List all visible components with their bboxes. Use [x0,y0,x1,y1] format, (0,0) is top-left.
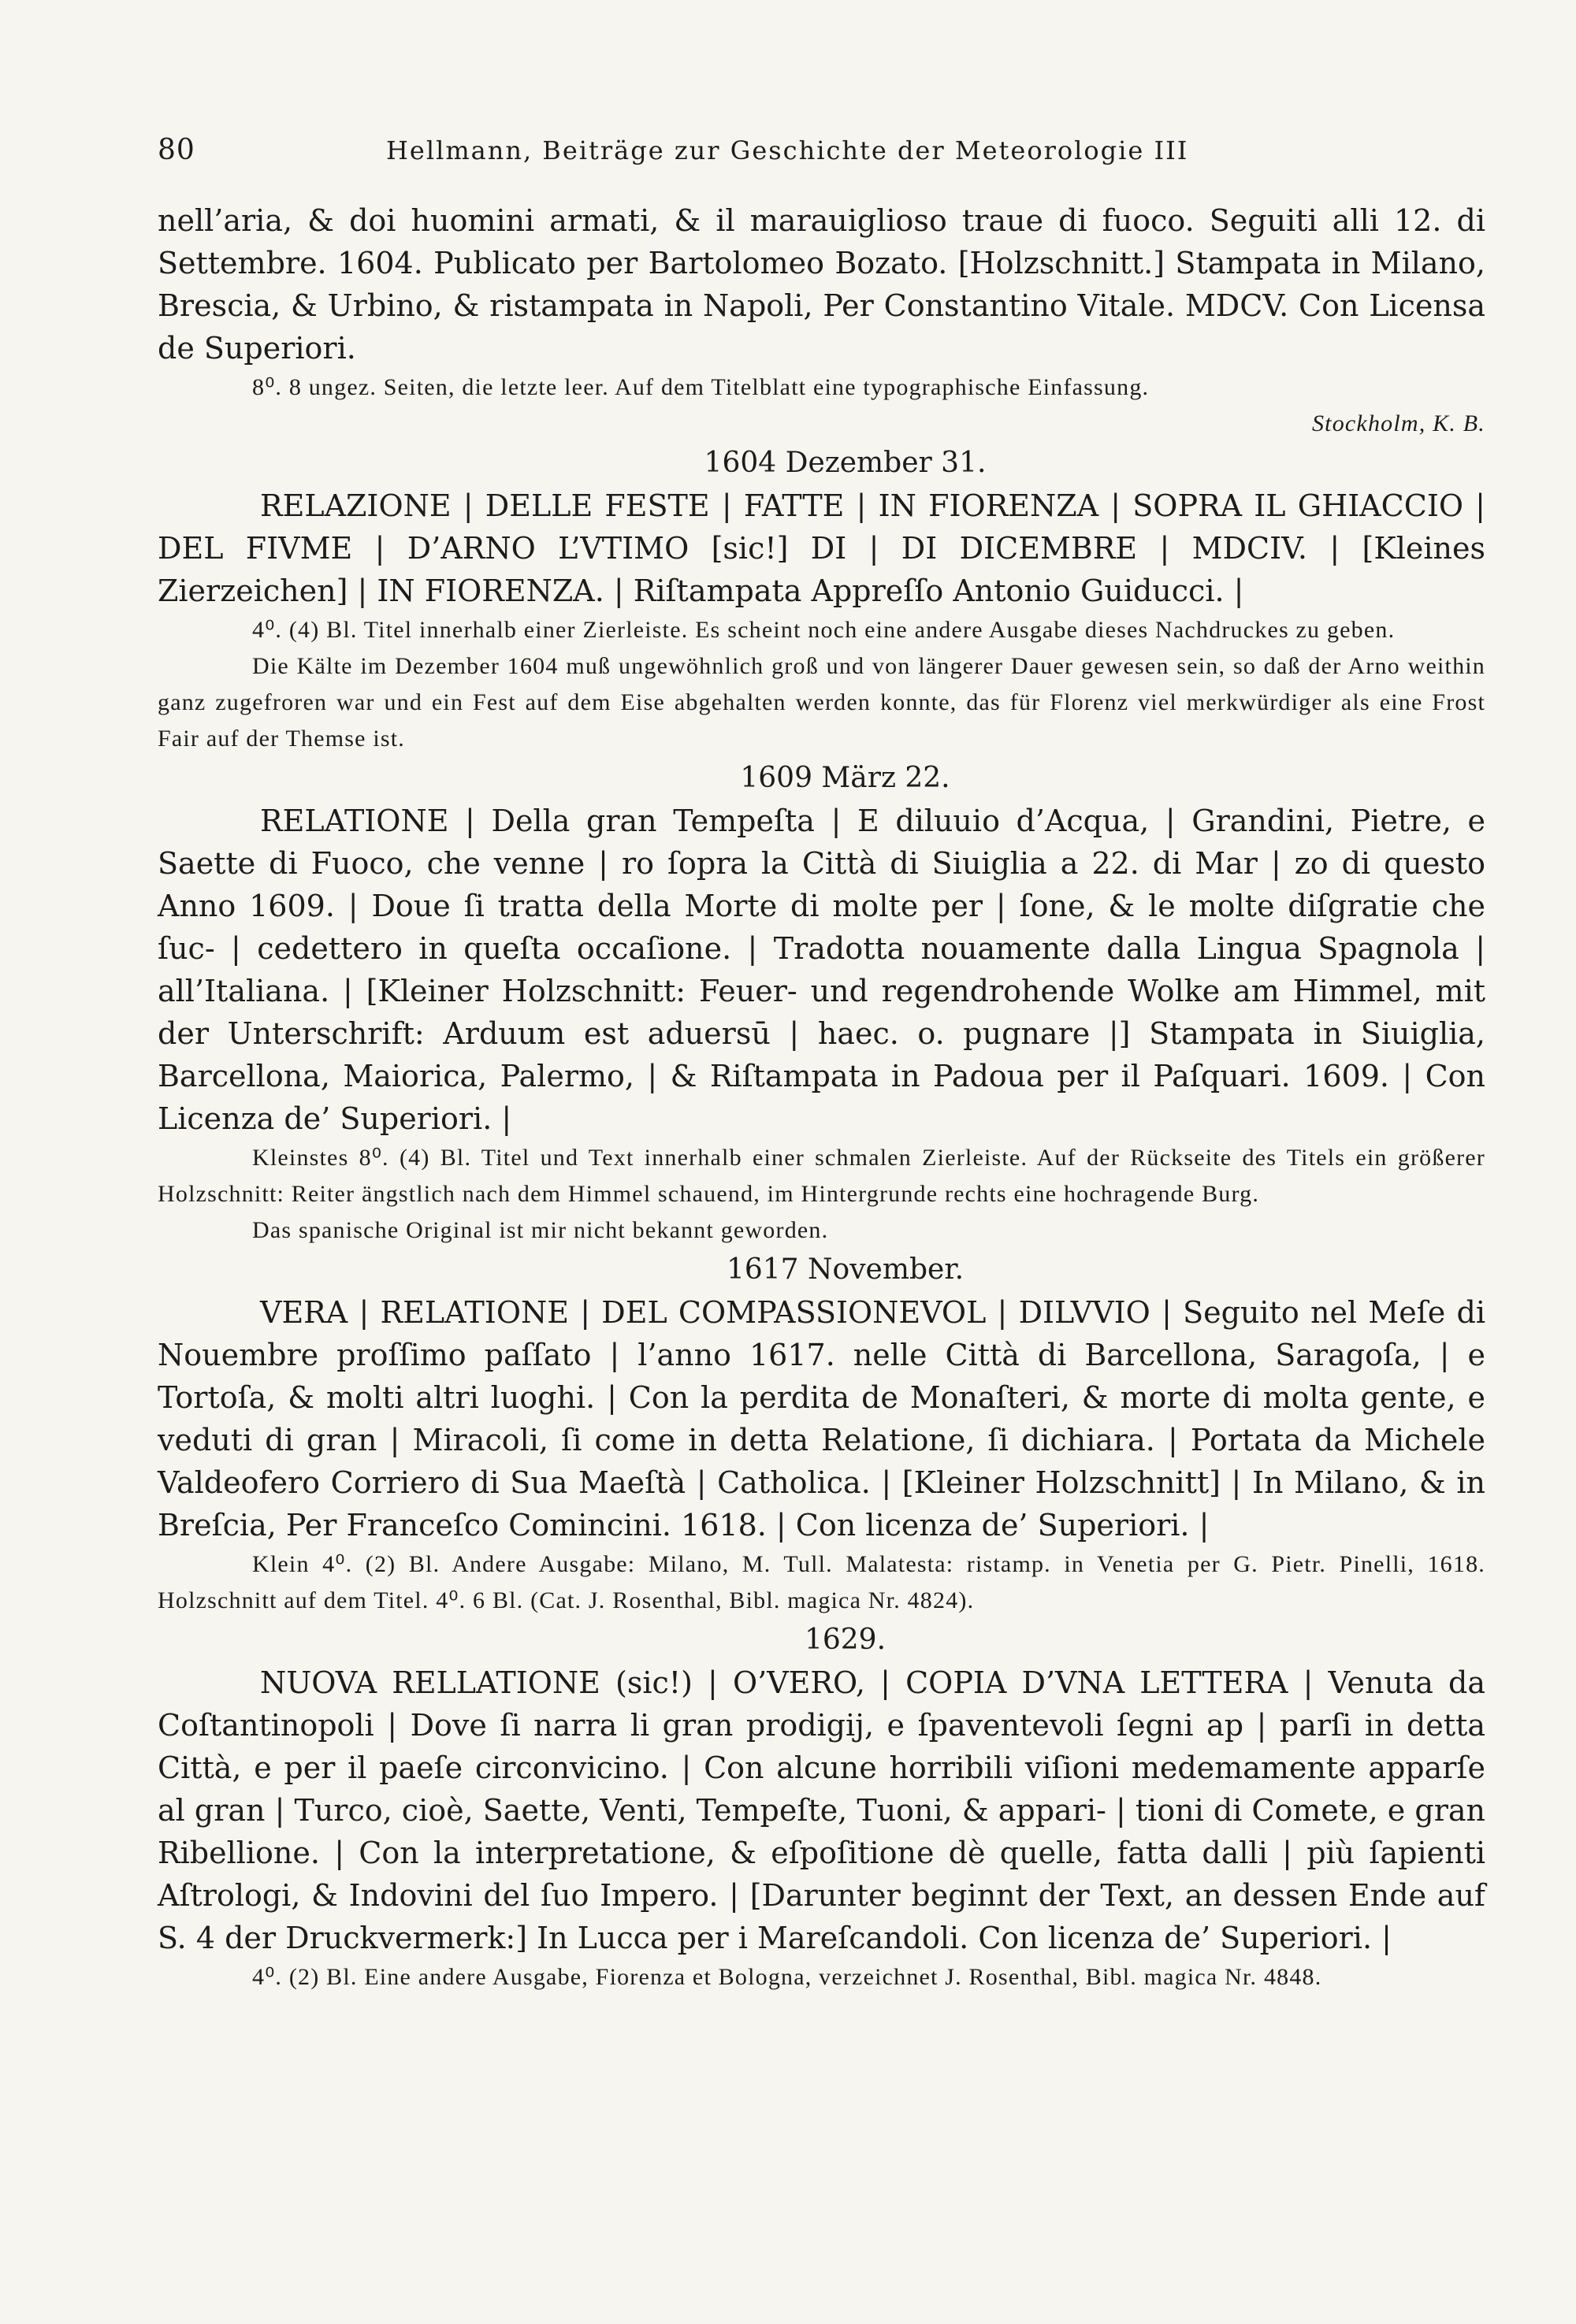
library-location: Stockholm, K. B. [1311,410,1485,436]
bibliographic-note: 4⁰. (2) Bl. Eine andere Ausgabe, Fiorenza et Bologna, verzeichnet J. Rosenthal, Bibl. magica Nr. 4848. [252,1964,1322,1990]
entry-date: 1617 November. [726,1253,965,1286]
page [158,134,1485,1995]
entry-title-text: VERA | RELATIONE | DEL COMPASSIONEVOL | DILVVIO | Seguito nel Meſe di Nouembre proſſimo paſſato | l’anno 1617. nelle Città di Barcellona, Saragoſa, | e Tortoſa, & molti altri luoghi. | Con la perdita de Monaſteri, & morte di molta gente, e veduti di gran | Miracoli, ſi come in detta Relatione, ſi dichiara. | Portata da Michele Valdeofero Corriero di Sua Maeſtà | Catholica. | [Kleiner Holzschnitt] | In Milano, & in Breſcia, Per Franceſco Comincini. 1618. | Con licenza de’ Superiori. | [158,1295,1485,1543]
entry-title-text: RELAZIONE | DELLE FESTE | FATTE | IN FIORENZA | SOPRA IL GHIACCIO | DEL FIVME | D’ARNO L’VTIMO [sic!] DI | DI DICEMBRE | MDCIV. | [Kleines Zierzeichen] | IN FIORENZA. | Riſtampata Appreſſo Antonio Guiducci. | [158,488,1485,608]
entry-title-text: NUOVA RELLATIONE (sic!) | O’VERO, | COPIA D’VNA LETTERA | Venuta da Coſtantinopoli | Dove ſi narra li gran prodigij, e ſpaventevoli ſegni ap | parſi in detta Città, e per il paeſe circonvicino. | Con alcune horribili viſioni medemamente apparſe al gran | Turco, cioè, Saette, Venti, Tempeſte, Tuoni, & appari- | tioni di Comete, e gran Ribellione. | Con la interpretatione, & eſpoſitione dè quelle, fatta dalli | più ſapienti Aſtrologi, & Indovini del ſuo Impero. | [Darunter beginnt der Text, an dessen Ende auf S. 4 der Druckvermerk:] In Lucca per i Mareſcandoli. Con licenza de’ Superiori. | [158,1665,1485,1955]
entry-date: 1609 März 22. [740,762,950,794]
entry-title-text: nell’aria, & doi huomini armati, & il marauiglioso traue di fuoco. Seguiti alli 12. di Settembre. 1604. Publicato per Bartolomeo Bozato. [Holzschnitt.] Stampata in Milano, Brescia, & Urbino, & ristampata in Napoli, Per Constantino Vitale. MDCV. Con Licensa de Superiori. [158,203,1485,366]
entry [158,757,1485,1249]
bibliographic-note: Klein 4⁰. (2) Bl. Andere Ausgabe: Milano, M. Tull. Malatesta: ristamp. in Venetia per G. Pietr. Pinelli, 1618. Holzschnitt auf dem Titel. 4⁰. 6 Bl. (Cat. J. Rosenthal, Bibl. magica Nr. 4824). [158,1551,1485,1613]
entry [158,1619,1485,1995]
running-title: Hellmann, Beiträge zur Geschichte der Meteorologie III [386,136,1189,165]
entry-date: 1629. [804,1624,886,1656]
entry-continued [158,199,1485,442]
commentary-note: Das spanische Original ist mir nicht bekannt geworden. [252,1217,829,1243]
page-number: 80 [158,134,195,166]
bibliographic-note: Kleinstes 8⁰. (4) Bl. Titel und Text innerhalb einer schmalen Zierleiste. Auf der Rückseite des Titels ein größerer Holzschnitt: Reiter ängstlich nach dem Himmel schauend, im Hintergrunde rechts eine hochragende Burg. [158,1145,1485,1207]
entry [158,442,1485,757]
bibliographic-note: 8⁰. 8 ungez. Seiten, die letzte leer. Auf dem Titelblatt eine typographische Einfassung. [252,374,1150,400]
commentary-note: Die Kälte im Dezember 1604 muß ungewöhnlich groß und von längerer Dauer gewesen sein, so daß der Arno weithin ganz zugefroren war und ein Fest auf dem Eise abgehalten werden konnte, das für Florenz viel merkwürdiger als eine Frost Fair auf der Themse ist. [158,653,1485,752]
entry [158,1249,1485,1619]
bibliographic-note: 4⁰. (4) Bl. Titel innerhalb einer Zierleiste. Es scheint noch eine andere Ausgabe dieses Nachdruckes zu geben. [252,617,1396,643]
entry-date: 1604 Dezember 31. [704,447,987,479]
entry-title-text: RELATIONE | Della gran Tempeſta | E diluuio d’Acqua, | Grandini, Pietre, e Saette di Fuoco, che venne | ro ſopra la Città di Siuiglia a 22. di Mar | zo di questo Anno 1609. | Doue ſi tratta della Morte di molte per | ſone, & le molte diſgratie che ſuc- | cedettero in queſta occaſione. | Tradotta nouamente dalla Lingua Spagnola | all’Italiana. | [Kleiner Holzschnitt: Feuer- und regendrohende Wolke am Himmel, mit der Unterschrift: Arduum est aduersū | haec. o. pugnare |] Stampata in Siuiglia, Barcellona, Maiorica, Palermo, | & Riſtampata in Padoua per il Paſquari. 1609. | Con Licenza de’ Superiori. | [158,804,1485,1136]
running-header [158,134,1485,166]
